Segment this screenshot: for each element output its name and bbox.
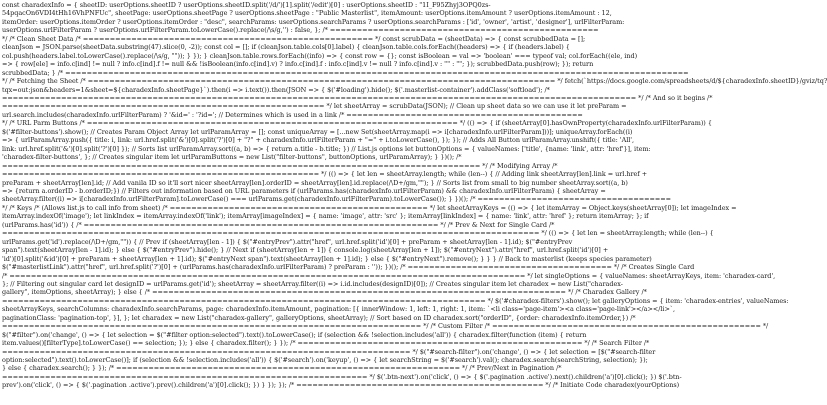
code-line: } else { charadex.search(); } }); /* ================================================================ */ /* Prev/Next in Pagination /*: [2, 364, 562, 373]
code-line: sheetArray.filter((i) => i[charadexInfo.urlFilterParam].toLowerCase() === urlParams.get(charadexInfo.urlFilterParam).toLowerCase()); } })(); /* ====================================: [2, 195, 672, 204]
code-line: => { row[ele] = info.c[ind] != null ? info.c[ind].f != null && !isBoolean(info.c[ind].v) ? info.c[ind].f : info.c[ind].v != null ? info.c[ind].v : "" : ""; }); scrubbedData.push(row); }); return: [2, 60, 594, 69]
code-line: 'id')[0].split('&id')[0] + preParam + sheetArray[len + 1].id); $("#entryNext span").text(sheetArray[len + 1].id); } else { $("#entryNext").remove(); } } } // Back to masterlist (keeps species parameter): [2, 254, 652, 263]
code-line: ==================================================================================================== */ (() => { let len = sheetArray.length; while (len--) {: [2, 229, 714, 238]
code-line: col.push(headers.label.toLowerCase().replace(/\s/g, "")); } }); } cleanJson.table.rows.forEach((info) => { const row = {}; const isBoolean = val => 'boolean' === typeof val; col.forEach((ele, ind): [2, 51, 638, 60]
code-line: ============================================================ */ let sheetArray = scrubData(JSON); // Clean up sheet data so we can use it let preParam =: [2, 102, 627, 111]
code-line: preParam + sheetArray[len].id; // Add vanila ID so it'll sort nicer sheetArray[len].orderID = sheetArray[len].id.replace(/\D+/gm,""); } // Sorts list from small to big number sheetArray.sort((a, b): [2, 178, 628, 187]
code-line: prev').on('click', () => { $('.pagination .active').prev().children('a')[0].click(); }) } }); }); /* ============================================== */ /* Initiate Code charadex(yourOptions): [2, 381, 680, 390]
code-line: 'charadex-filter-buttons', }; // Creates singular item let urlParamButtons = new List("filter-buttons", buttonOptions, urlParamArray); } })(); /*: [2, 153, 462, 162]
code-line: ====================================================================================================================== */ /* And so it begins /*: [2, 93, 713, 102]
code-line: itemOrder: userOptions.itemOrder ? userOptions.itemOrder : "desc", searchParams: userOptions.searchParams ? userOptions.searchParams : ['id', 'owner', 'artist', 'designer'], urlFilterParam:: [2, 17, 625, 26]
code-line: */ /* Fetching the Sheet /* ======================================================================================= */ fetch(`https://docs.google.com/spreadsheets/d/${charadexInfo.sheetID}/gviz/tq?: [2, 77, 827, 86]
code-line: tqx=out:json&headers=1&sheet=${charadexInfo.sheetPage}`).then(i => i.text()).then(JSON => { $('#loading').hide(); $('.masterlist-container').addClass('softload'); /*: [2, 85, 550, 94]
code-line: itemArray.indexOf('image'); let linkIndex = itemArray.indexOf('link'); itemArray[imageIndex] = { name: 'image', attr: 'src' }; itemArray[linkIndex] = { name: 'link', attr: 'href' }; return itemArray; }; if: [2, 212, 649, 221]
code-line: url.search.includes(charadexInfo.urlFilterParam) ? '&id=' : '?id='; // Determines which is used in a link /* ============================================: [2, 110, 583, 119]
code-line: paginationClass: 'pagination-top', }], }; let charadex = new List("charadex-gallery", galleryOptions, sheetArray); // Sort based on ID charadex.sort("orderID", {order: charadexInfo.itemOrder,}) /*: [2, 313, 636, 322]
code-line: => { urlParamArray.push({ title: i, link: url.href.split('&')[0].split('?')[0] + "?" + charadexInfo.urlFilterParam + "=" + i.toLowerCase(), }); }); // Adds All Button urlParamArray.unshift({ title: 'All',: [2, 136, 635, 145]
code-line: userOptions.urlFilterParam ? userOptions.urlFilterParam.toLowerCase().replace(/\s/g,'') : false, }; /* ==================================================: [2, 26, 599, 35]
code-line: scrubbedData; } /* ====================================================================================================================: [2, 68, 689, 77]
code-line: */ /* Keys /* (Allows list.js to call info from sheet) /* ================================================ */ let sheetArrayKeys = (() => { let itemArray = Object.keys(sheetArray[0]); let imageIndex =: [2, 203, 737, 212]
code-line: ============================================================================== */ /* Custom Filter /* ================================================== */: [2, 322, 769, 331]
code-line: (urlParams.has('id')) { /* ================================================================== */ /* Prev & Next for Single Card /*: [2, 220, 555, 229]
code-line: span").text(sheetArray[len - 1].id); } else { $("#entryPrev").hide(); } // Next if (sheetArray[len + 1]) { console.log(sheetArray[len + 1]); $("#entryNext").attr("href", url.href.split('id')[0] +: [2, 246, 609, 255]
code-line: ========================================================================================= */ /* Modifying Array /*: [2, 161, 558, 170]
code-line: ========================================================================================== */ $('#charadex-filters').show(); let galleryOptions = { item: 'charadex-entries', valueNames:: [2, 296, 789, 305]
code-line: => {return a.orderID - b.orderID;}) // Filters out information based on URL parameters if (urlParams.has(charadexInfo.urlFilterParam) && charadexInfo.urlFilterParam) { sheetArray =: [2, 186, 606, 195]
code-line: =========================================================== */ (() => { let len = sheetArray.length; while (len--) { // Adding link sheetArray[len].link = url.href +: [2, 170, 648, 179]
code-line: /* ================================================================================================ */ let singleOptions = { valueNames: sheetArrayKeys, item: 'charadex-card',: [2, 271, 776, 280]
code-line: link: url.href.split('&')[0].split('?')[0] }); // Sorts list urlParamArray.sort((a, b) => { return a.title - b.title; }) // List.js options let buttonOptions = { valueNames: ['title', {name: 'link', attr: 'href'}], item:: [2, 144, 651, 153]
code-line: urlParams.get('id').replace(/\D+/gm,"")) { // Prev if (sheetArray[len - 1]) { $("#entryPrev").attr("href", url.href.split('id')[0] + preParam + sheetArray[len - 1].id); $("#entryPrev: [2, 237, 573, 246]
code-line: option:selected").text().toLowerCase()]; if (selection && !selection.includes('all')) { $('#search').on('keyup', () => { let searchString = $('#search').val(); charadex.search(searchString, selection); });: [2, 356, 648, 365]
code-line: gallery", itemOptions, sheetArray); } else { /* ============================================================================= */ /* Charadex Gallery /*: [2, 288, 647, 297]
code-line: 54pqacOn6VDI4tHh16VhPNFUc", sheetPage: userOptions.sheetPage ? userOptions.sheetPage : "Public Masterlist", itemAmount: userOptions.itemAmount ? userOptions.itemAmount : 12,: [2, 9, 612, 18]
code-line: sheetArrayKeys, searchColumns: charadexInfo.searchParams, page: charadexInfo.itemAmount, pagination: [{ innerWindow: 1, left: 1, right: 1, item: `<li class='page-item'><a class='page-link'></a></li>`,: [2, 305, 676, 314]
code-line: $("#filter").on('change', () => { let selection = $("#filter option:selected").text().toLowerCase(); if (selection && !selection.includes('all')) { charadex.filter(function (item) { return: [2, 330, 587, 339]
code-line: ============================================================================ */ $("#search-filter").on('change', () => { let selection = [$("#search-filter: [2, 347, 656, 356]
code-line: */ /* Clean Sheet Data /* ====================================================== */ const scrubData = (sheetData) => { const scrubbedData = [];: [2, 34, 586, 43]
code-line: const charadexInfo = { sheetID: userOptions.sheetID ? userOptions.sheetID.split('/d/')[1].split('/edit')[0] : userOptions.sheetID : "1I_F95Zhyj3OPQ0zs-: [2, 1, 491, 9]
code-line: $("#masterlistLink").attr("href", url.href.split('?')[0] + (urlParams.has(charadexInfo.urlFilterParam) ? preParam : '')); })(); /* ====================================== */ /* Creates Single Card: [2, 263, 695, 272]
code-line: cleanJson = JSON.parse(sheetData.substring(47).slice(0, -2)); const col = []; if (cleanJson.table.cols[0].label) { cleanJson.table.cols.forEach((headers) => { if (headers.label) {: [2, 43, 570, 52]
code-line: ==================================================================== */ $('.btn-next').on('click', () => { $('.pagination .active').next().children('a')[0].click(); }) $('.btn-: [2, 372, 682, 381]
code-line: $('#filter-buttons').show(); // Creates Param Object Array let urlParamArray = []; const uniqueArray = [...new Set(sheetArray.map(i => i[charadexInfo.urlFilterParam]))]; uniqueArray.forEach((i): [2, 127, 633, 136]
code-line: }; // Filtering out singular card let designID = urlParams.get('id'); sheetArray = sheetArray.filter((i) => i.id.includes(designID)[0]); // Creates singular item let charadex = new List("charadex-: [2, 279, 623, 288]
code-line: item.values()[filterType].toLowerCase() == selection; }); } else { charadex.filter(); } }); /* ===================================================== */ /* Search Filter /*: [2, 339, 650, 348]
code-line: */ /* URL Parm Buttons /* ===================================================================== */ (() => { if (sheetArray[0].hasOwnProperty(charadexInfo.urlFilterParam)) {: [2, 119, 712, 128]
